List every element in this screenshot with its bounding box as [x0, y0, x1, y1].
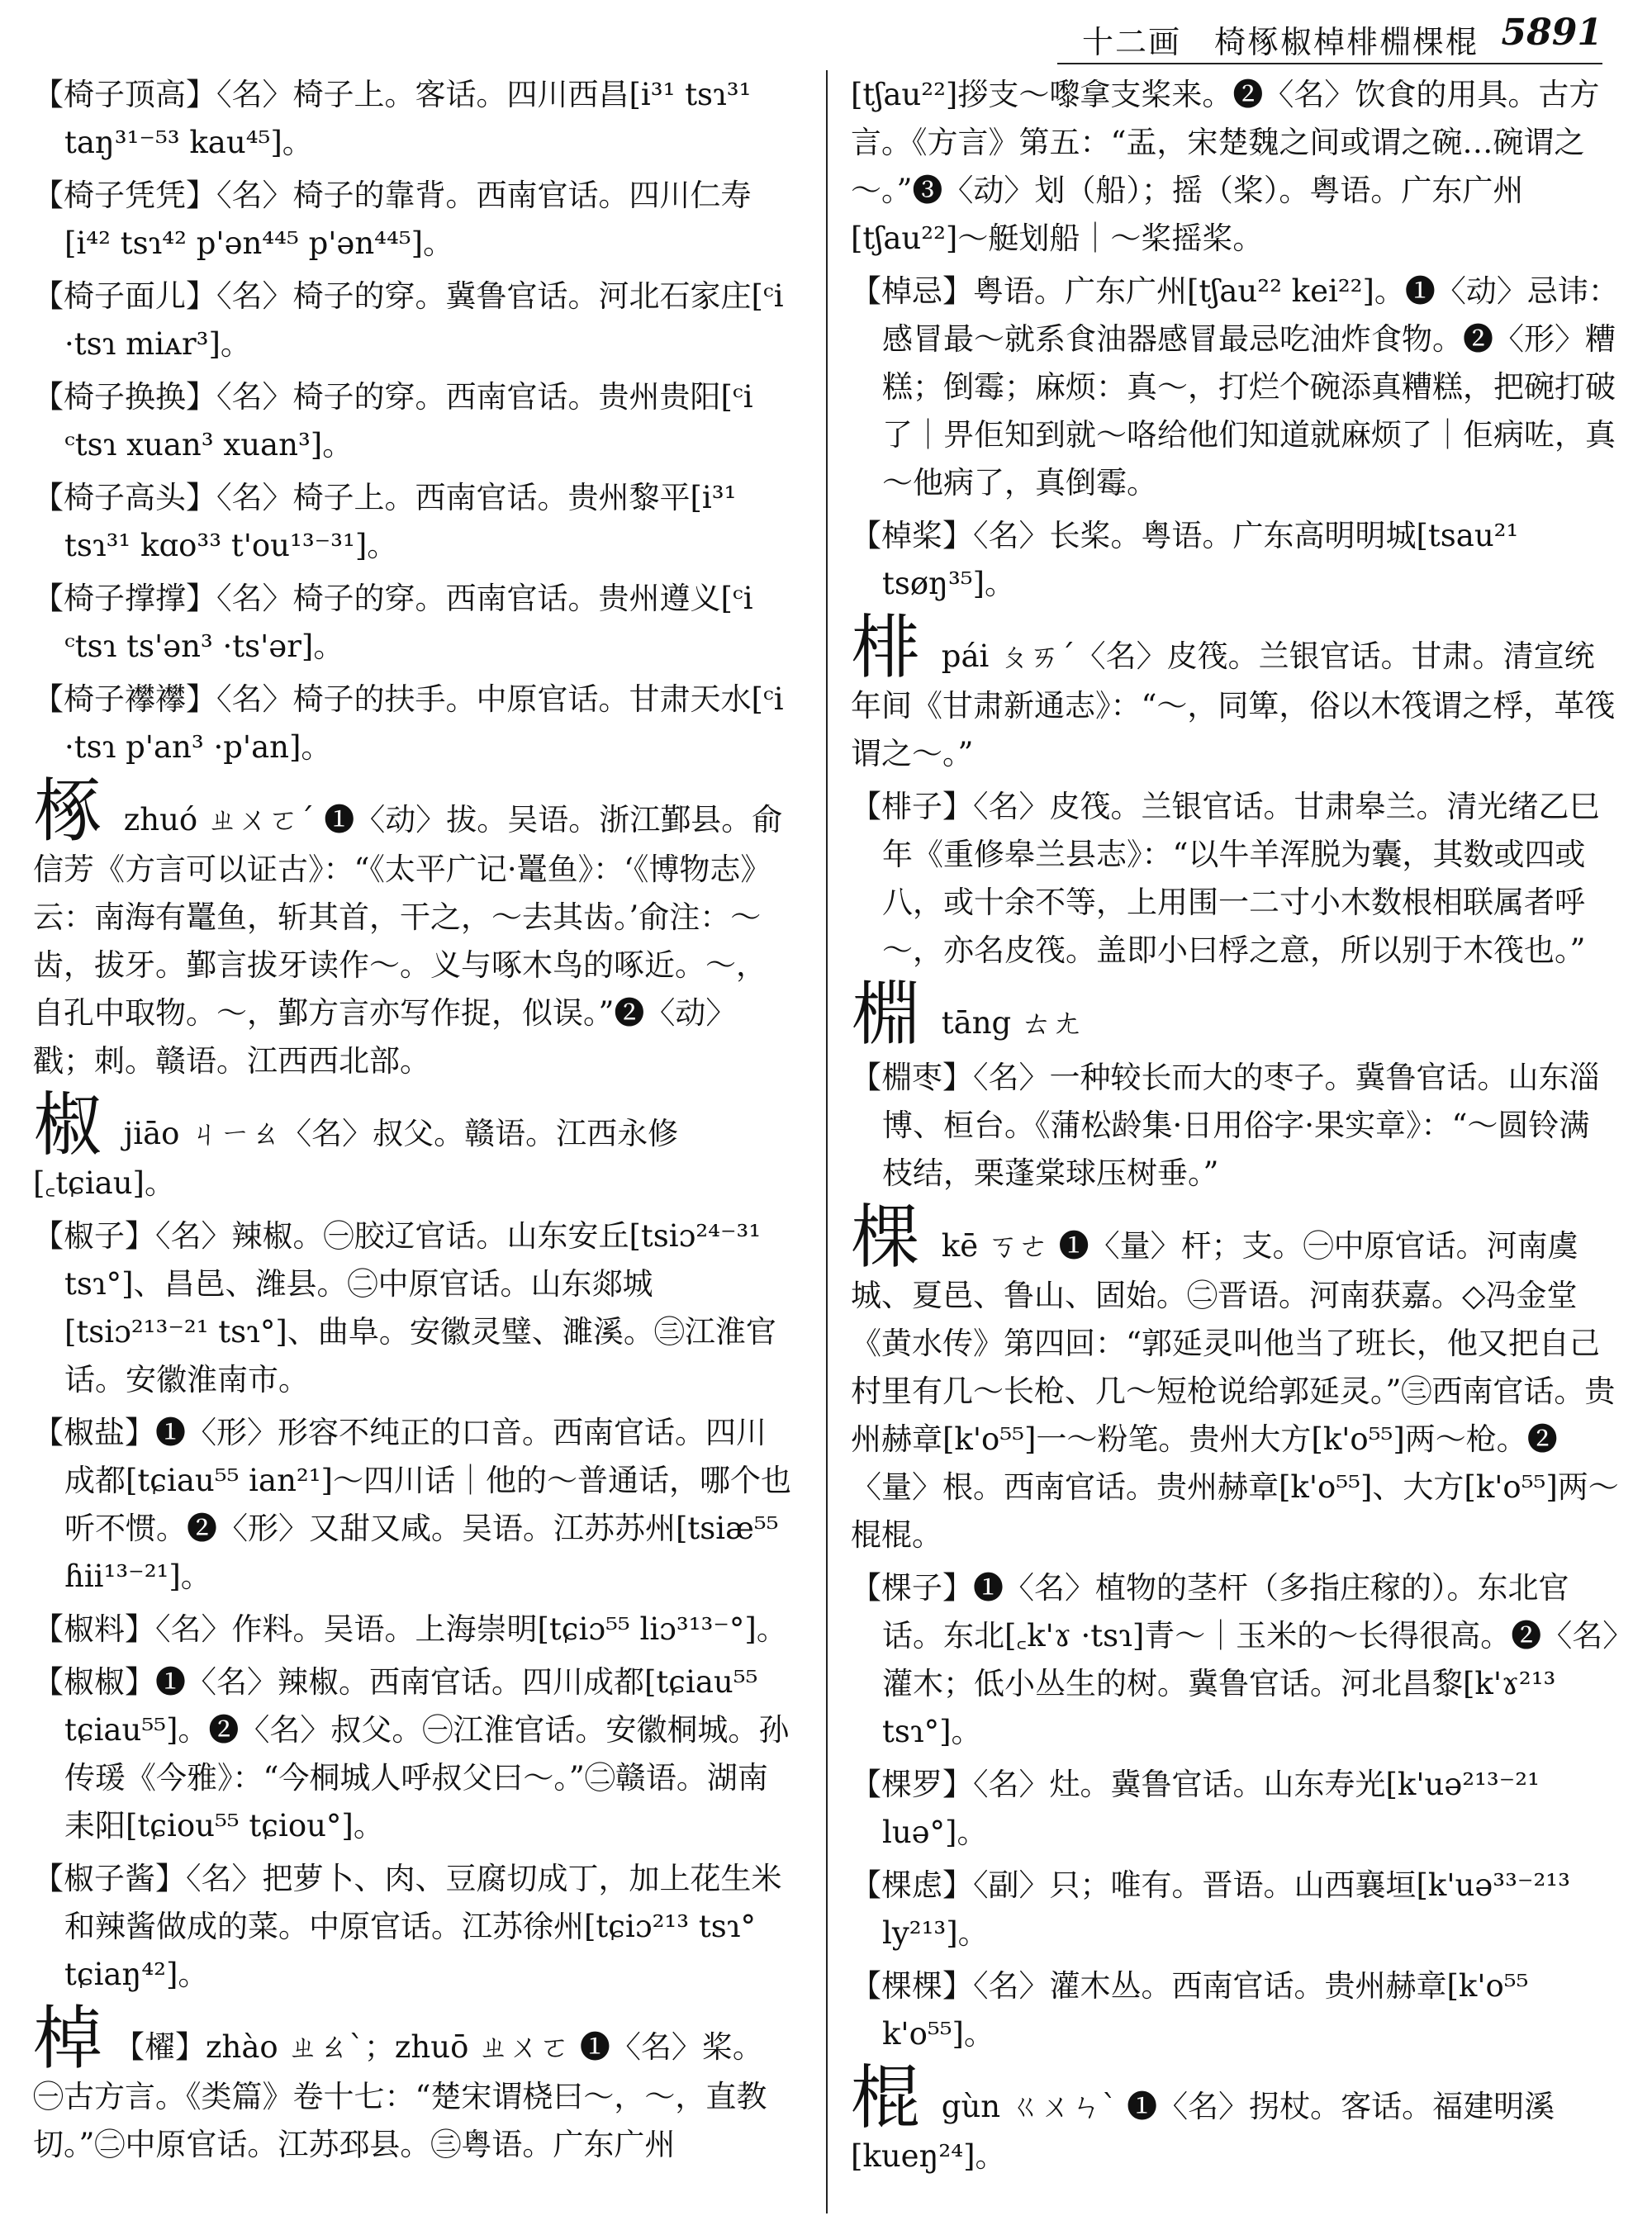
- headword-char: 棹: [33, 1998, 103, 2079]
- right-column: [851, 71, 1619, 2218]
- left-column: [33, 71, 793, 2218]
- headword-char: 椓: [33, 771, 103, 852]
- headword-entry: [851, 1197, 1619, 1559]
- headword-char: 棵: [851, 1197, 921, 1278]
- headword-definition: pái ㄆㄞˊ〈名〉皮筏。兰银官话。甘肃。清宣统年间《甘肃新通志》：“～，同箄，俗以木筏谓之桴，革筏谓之～。”: [851, 638, 1616, 771]
- dictionary-entry: 【椅子顶高】〈名〉椅子上。客话。四川西昌[i³¹ tsɿ³¹ taŋ³¹⁻⁵³ kau⁴⁵]。: [33, 77, 752, 160]
- dictionary-entry: 【棵虑】〈副〉只；唯有。晋语。山西襄垣[k'uə³³⁻²¹³ ly²¹³]。: [851, 1867, 1570, 1951]
- dictionary-entry: 【棹忌】粤语。广东广州[tʃau²² kei²²]。❶〈动〉忌讳：感冒最～就系食油器感冒最忌吃油炸食物。❷〈形〉糟糕；倒霉；麻烦：真～，打烂个碗添真糟糕，把碗打破了｜畀佢知到就～咯给他们知道就麻烦了｜佢病咗，真～他病了，真倒霉。: [851, 273, 1619, 501]
- headword-definition: 【櫂】zhào ㄓㄠˋ；zhuō ㄓㄨㄛ ❶〈名〉桨。㊀古方言。《类篇》卷十七：“楚宋谓桡曰～，～，直教切。”㊁中原官话。江苏邳县。㊂粤语。广东广州: [33, 2029, 767, 2162]
- headword-definition: tāng ㄊㄤ: [932, 1005, 1082, 1041]
- dictionary-entry: 【棹桨】〈名〉长桨。粤语。广东高明明城[tsau²¹ tsøŋ³⁵]。: [851, 518, 1519, 601]
- dictionary-entry: 【棵罗】〈名〉灶。冀鲁官话。山东寿光[k'uə²¹³⁻²¹ luə°]。: [851, 1767, 1540, 1850]
- page-number: 5891: [1501, 12, 1602, 54]
- headword-char: 棑: [851, 607, 921, 688]
- headword-entry: [851, 974, 1619, 1055]
- dictionary-entry: 【椒盐】❶〈形〉形容不纯正的口音。西南官话。四川成都[tɕiau⁵⁵ ian²¹]～四川话｜他的～普通话，哪个也听不惯。❷〈形〉又甜又咸。吴语。江苏苏州[tsiæ⁵⁵ ɦii¹³⁻²¹]。: [33, 1415, 791, 1594]
- dictionary-entry: 【椒椒】❶〈名〉辣椒。西南官话。四川成都[tɕiau⁵⁵ tɕiau⁵⁵]。❷〈名〉叔父。㊀江淮官话。安徽桐城。孙传瑗《今雅》：“今桐城人呼叔父曰～。”㊁赣语。湖南耒阳[tɕiou⁵⁵ tɕiou°]。: [33, 1664, 790, 1843]
- header-rule: [1057, 63, 1602, 64]
- headword-entry: [851, 2057, 1619, 2180]
- dictionary-entry: 【椅子襻襻】〈名〉椅子的扶手。中原官话。甘肃天水[ᶜi ·tsɿ p'an³ ·p'an]。: [33, 681, 784, 765]
- dictionary-entry: 【椒子酱】〈名〉把萝卜、肉、豆腐切成丁，加上花生米和辣酱做成的菜。中原官话。江苏徐州[tɕiɔ²¹³ tsɿ° tɕiaŋ⁴²]。: [33, 1861, 782, 1992]
- dictionary-entry: 【椅子面儿】〈名〉椅子的穿。冀鲁官话。河北石家庄[ᶜi ·tsɿ miᴀr³]。: [33, 278, 784, 362]
- dictionary-entry: 【椒料】〈名〉作料。吴语。上海崇明[tɕiɔ⁵⁵ liɔ³¹³⁻°]。: [33, 1611, 787, 1647]
- dictionary-entry: 【椅子凭凭】〈名〉椅子的靠背。西南官话。四川仁寿[i⁴² tsɿ⁴² p'ən⁴⁴⁵ p'ən⁴⁴⁵]。: [33, 178, 752, 261]
- dictionary-entry: 【椅子换换】〈名〉椅子的穿。西南官话。贵州贵阳[ᶜi ᶜtsɿ xuan³ xuan³]。: [33, 379, 753, 463]
- dictionary-entry: 【椅子撑撑】〈名〉椅子的穿。西南官话。贵州遵义[ᶜi ᶜtsɿ ts'ən³ ·ts'ər]。: [33, 581, 753, 664]
- dictionary-entry: 【棵子】❶〈名〉植物的茎杆（多指庄稼的）。东北官话。东北[꜀k'ɤ ·tsɿ]青～｜玉米的～长得很高。❷〈名〉灌木；低小丛生的树。冀鲁官话。河北昌黎[k'ɤ²¹³ tsɿ°]。: [851, 1570, 1618, 1749]
- headword-entry: [33, 1084, 793, 1208]
- headword-entry: [851, 607, 1619, 778]
- headword-entry: [33, 771, 793, 1085]
- dictionary-entry: 【椒子】〈名〉辣椒。㊀胶辽官话。山东安丘[tsiɔ²⁴⁻³¹ tsɿ°]、昌邑、潍县。㊁中原官话。山东郯城[tsiɔ²¹³⁻²¹ tsɿ°]、曲阜。安徽灵璧、濉溪。㊂江淮官话。安徽淮南市。: [33, 1218, 776, 1397]
- headword-definition: kē ㄎㄜ ❶〈量〉杆；支。㊀中原官话。河南虞城、夏邑、鲁山、固始。㊁晋语。河南获嘉。◇冯金堂《黄水传》第四回：“郭延灵叫他当了班长，他又把自己村里有几～长枪、几～短枪说给郭延灵。”㊂西南官话。贵州赫章[k'o⁵⁵]一～粉笔。贵州大方[k'o⁵⁵]两～枪。❷〈量〉根。西南官话。贵州赫章[k'o⁵⁵]、大方[k'o⁵⁵]两～棍棍。: [851, 1228, 1619, 1553]
- dictionary-entry: 【棵棵】〈名〉灌木丛。西南官话。贵州赫章[k'o⁵⁵ k'o⁵⁵]。: [851, 1968, 1529, 2052]
- headword-char: 棍: [851, 2057, 921, 2138]
- headword-entry: [33, 1998, 793, 2169]
- headword-definition: zhuó ㄓㄨㄛˊ ❶〈动〉拔。吴语。浙江鄞县。俞信芳《方言可以证古》：“《太平广记·鼍鱼》：‘《博物志》云：南海有鼍鱼，斩其首，干之，～去其齿。’俞注：～齿，拔牙。鄞言拔牙读作～。义与啄木鸟的啄近。～，自孔中取物。～，鄞方言亦写作捉，似误。”❷〈动〉戳；刺。赣语。江西西北部。: [33, 802, 783, 1079]
- headword-char: 棩: [851, 974, 921, 1055]
- dictionary-entry: 【棩枣】〈名〉一种较长而大的枣子。冀鲁官话。山东淄博、桓台。《蒲松龄集·日用俗字·果实章》：“～圆铃满枝结，栗蓬棠球压树垂。”: [851, 1060, 1600, 1191]
- dictionary-entry: 【棑子】〈名〉皮筏。兰银官话。甘肃皋兰。清光绪乙巳年《重修皋兰县志》：“以牛羊浑脱为囊，其数或四或八，或十余不等，上用围一二寸小木数根相联属者呼～，亦名皮筏。盖即小曰桴之意，所以别于木筏也。”: [851, 789, 1600, 968]
- header-title: 十二画 椅椓椒棹棑棩棵棍: [1081, 24, 1479, 60]
- headword-definition: gùn ㄍㄨㄣˋ ❶〈名〉拐杖。客话。福建明溪[kueŋ²⁴]。: [851, 2089, 1555, 2174]
- column-divider: [826, 70, 828, 2213]
- headword-char: 椒: [33, 1084, 103, 1165]
- continued-entry: [tʃau²²]拶支～嚟拿支桨来。❷〈名〉饮食的用具。古方言。《方言》第五：“盂，宋楚魏之间或谓之碗…碗谓之～。”❸〈动〉划（船）；摇（桨）。粤语。广东广州[tʃau²²]～艇划船｜～桨摇桨。: [851, 77, 1600, 256]
- headword-definition: jiāo ㄐㄧㄠ〈名〉叔父。赣语。江西永修[꜀tɕiau]。: [33, 1116, 679, 1201]
- dictionary-entry: 【椅子高头】〈名〉椅子上。西南官话。贵州黎平[i³¹ tsɿ³¹ kɑo³³ t'ou¹³⁻³¹]。: [33, 480, 737, 563]
- page-header: [0, 0, 1652, 66]
